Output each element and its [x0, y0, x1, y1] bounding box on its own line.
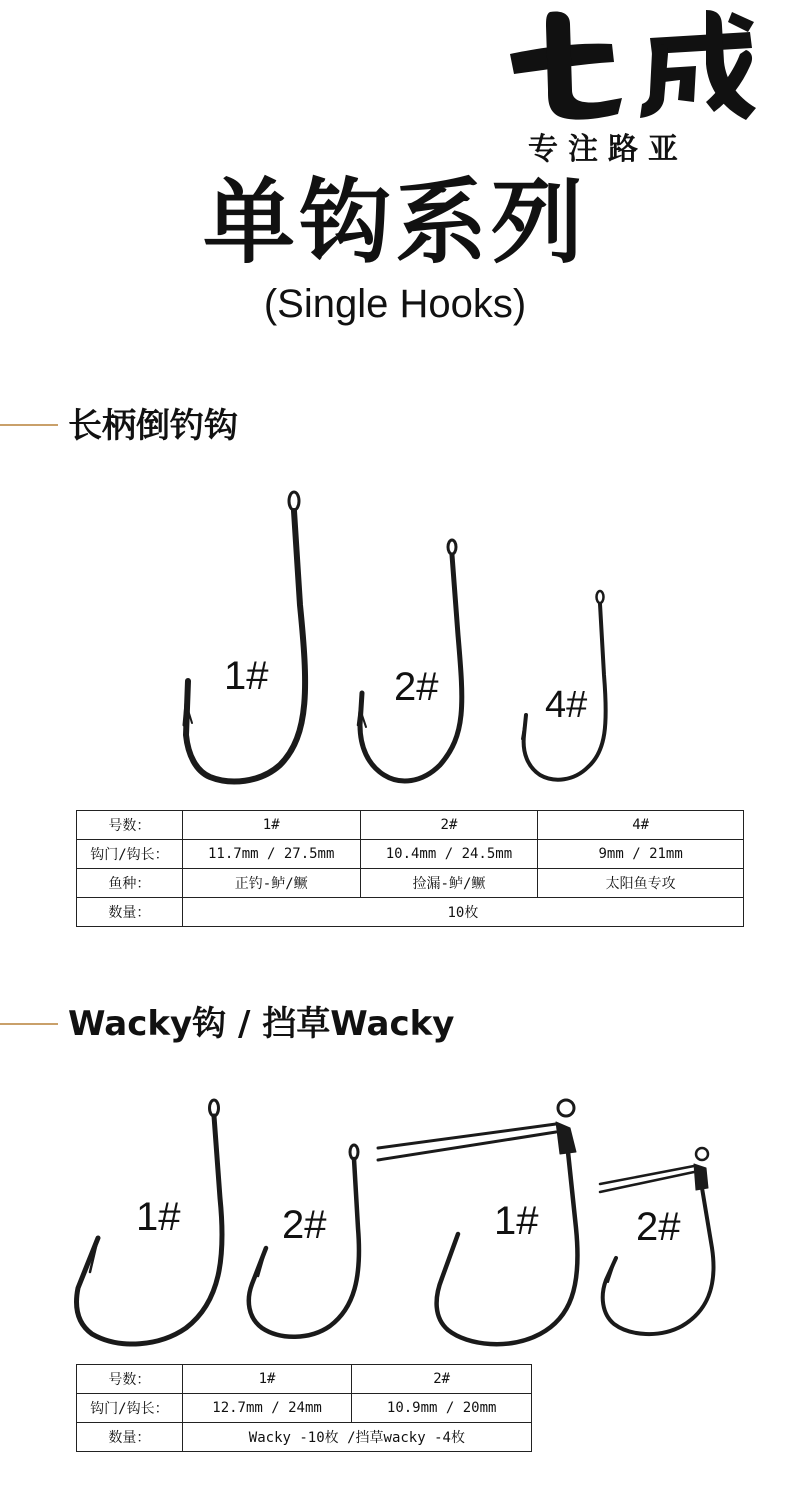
table-cell: 4#: [538, 811, 744, 840]
row-label: 钩门/钩长：: [77, 840, 183, 869]
table-cell: 11.7mm / 27.5mm: [182, 840, 360, 869]
table-cell-merged: 10枚: [182, 898, 743, 927]
table-row: [77, 898, 744, 927]
table-row: [77, 1423, 532, 1452]
row-label: 钩门/钩长：: [77, 1394, 183, 1423]
table-cell-merged: Wacky -10枚 /挡草wacky -4枚: [182, 1423, 531, 1452]
table-cell: 10.4mm / 24.5mm: [360, 840, 538, 869]
brand-logo: [500, 4, 770, 122]
hook-label-2: 2#: [394, 665, 439, 709]
table-cell: 9mm / 21mm: [538, 840, 744, 869]
table-row: [77, 811, 744, 840]
hook-label-1: 1#: [224, 654, 269, 698]
table-row: [77, 1394, 532, 1423]
table-cell: 10.9mm / 20mm: [352, 1394, 532, 1423]
table-cell: 太阳鱼专攻: [538, 869, 744, 898]
section-title-wacky: Wacky钩 / 挡草Wacky: [68, 1004, 455, 1044]
wacky-label-1: 1#: [136, 1195, 181, 1239]
table-cell: 1#: [182, 811, 360, 840]
section-divider-line: [0, 1023, 58, 1025]
table-row: [77, 840, 744, 869]
section-divider-line: [0, 424, 58, 426]
table-cell: 2#: [352, 1365, 532, 1394]
table-cell: 1#: [182, 1365, 352, 1394]
page-subtitle: (Single Hooks): [263, 282, 527, 326]
wacky-label-2: 2#: [282, 1203, 327, 1247]
table-cell: 2#: [360, 811, 538, 840]
row-label: 数量：: [77, 898, 183, 927]
long-shank-hooks-image: [170, 485, 630, 795]
table-cell: 正钓-鲈/鳜: [182, 869, 360, 898]
brand-slogan: 专注路亚: [528, 132, 688, 167]
table-row: [77, 869, 744, 898]
table-cell: 12.7mm / 24mm: [182, 1394, 352, 1423]
hook-1-illustration: [184, 492, 305, 781]
page-title: 单钩系列: [202, 169, 587, 276]
weedless-label-2: 2#: [636, 1205, 681, 1249]
table-row: [77, 1365, 532, 1394]
row-label: 鱼种：: [77, 869, 183, 898]
table-cell: 捡漏-鲈/鳜: [360, 869, 538, 898]
weedless-hook-1-illustration: [378, 1100, 578, 1344]
hook-label-4: 4#: [545, 684, 588, 726]
hook-2-illustration: [358, 540, 462, 781]
section-title-long-shank: 长柄倒钓钩: [68, 406, 238, 446]
row-label: 号数：: [77, 811, 183, 840]
row-label: 数量：: [77, 1423, 183, 1452]
spec-table-long-shank: [76, 810, 744, 927]
row-label: 号数：: [77, 1365, 183, 1394]
weedless-label-1: 1#: [494, 1199, 539, 1243]
spec-table-wacky: [76, 1364, 532, 1452]
wacky-hooks-image: [70, 1088, 730, 1358]
